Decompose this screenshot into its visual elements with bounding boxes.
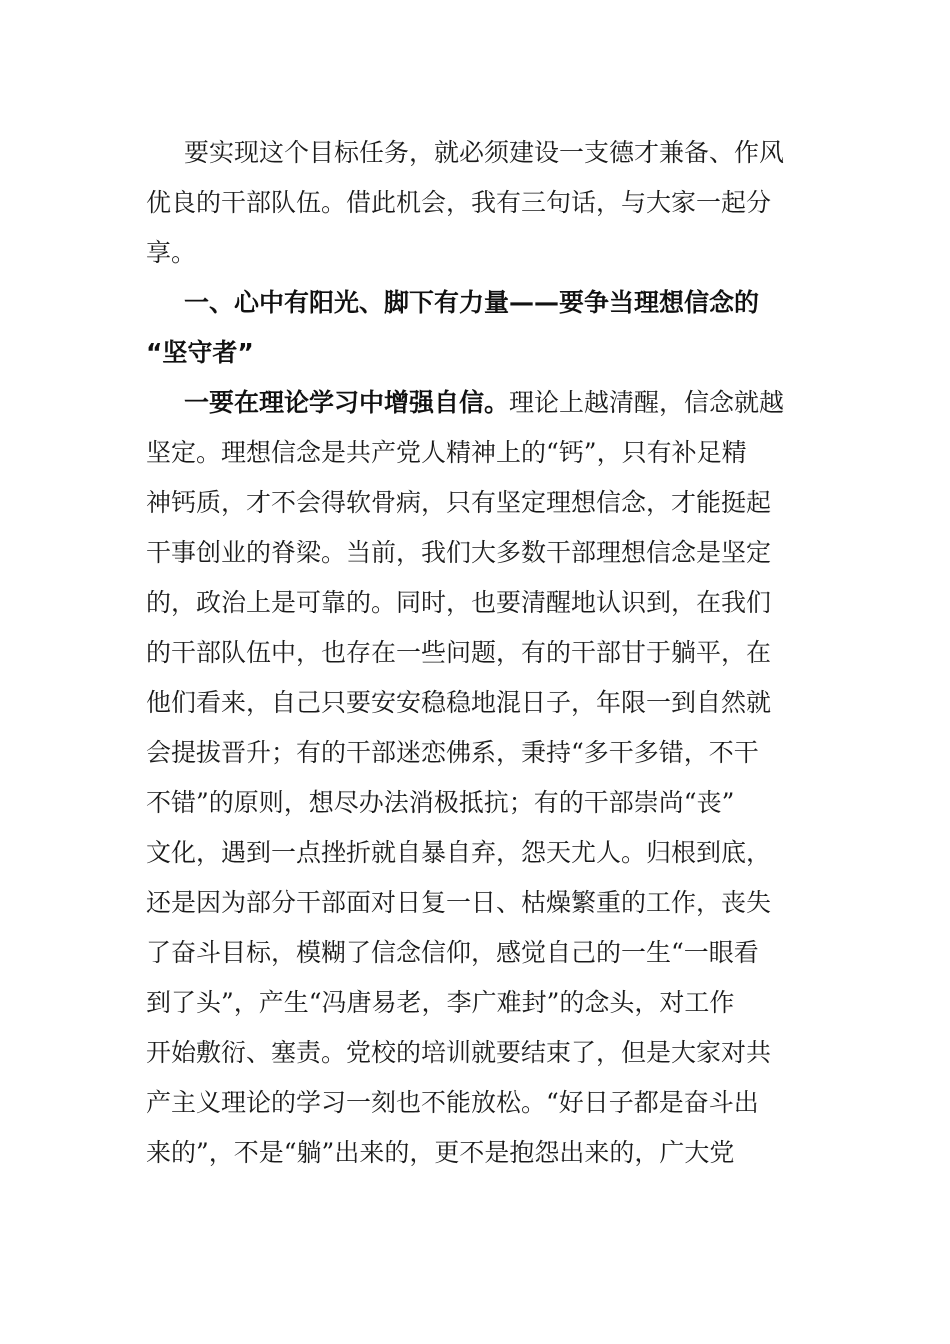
para2-first-line-rest: 理论上越清醒，信念就越 [509, 388, 785, 417]
para2-line: 他们看来，自己只要安安稳稳地混日子，年限一到自然就 [146, 688, 772, 717]
section-heading-line: “坚守者” [146, 338, 254, 367]
para2-first-line [146, 378, 806, 428]
para2-line: 来的”，不是“躺”出来的，更不是抱怨出来的，广大党 [146, 1138, 735, 1167]
para2-bold-lead: 一要在理论学习中增强自信。 [184, 388, 510, 417]
para2-line: 到了头”，产生“冯唐易老，李广难封”的念头，对工作 [146, 988, 735, 1017]
section-heading-line: 一、心中有阳光、脚下有力量——要争当理想信念的 [184, 288, 760, 317]
para2-line: 坚定。理想信念是共产党人精神上的“钙”，只有补足精 [146, 438, 747, 467]
intro-line: 优良的干部队伍。借此机会，我有三句话，与大家一起分 [146, 188, 772, 217]
para2-line: 还是因为部分干部面对日复一日、枯燥繁重的工作，丧失 [146, 888, 772, 917]
para2-line: 会提拔晋升；有的干部迷恋佛系，秉持“多干多错，不干 [146, 738, 759, 767]
para2-line: 神钙质，才不会得软骨病，只有坚定理想信念，才能挺起 [146, 488, 772, 517]
intro-line: 要实现这个目标任务，就必须建设一支德才兼备、作风 [184, 138, 785, 167]
para2-line: 了奋斗目标，模糊了信念信仰，感觉自己的一生“一眼看 [146, 938, 759, 967]
para2-line: 的，政治上是可靠的。同时，也要清醒地认识到，在我们 [146, 588, 772, 617]
para2-line: 不错”的原则，想尽办法消极抵抗；有的干部崇尚“丧” [146, 788, 735, 817]
para2-line: 产主义理论的学习一刻也不能放松。“好日子都是奋斗出 [146, 1088, 759, 1117]
intro-line: 享。 [146, 238, 197, 267]
para2-line: 文化，遇到一点挫折就自暴自弃，怨天尤人。归根到底， [146, 838, 772, 867]
para2-line: 干事创业的脊梁。当前，我们大多数干部理想信念是坚定 [146, 538, 772, 567]
para2-line: 的干部队伍中，也存在一些问题，有的干部甘于躺平，在 [146, 638, 772, 667]
document-body [146, 128, 806, 1178]
para2-line: 开始敷衍、塞责。党校的培训就要结束了，但是大家对共 [146, 1038, 772, 1067]
